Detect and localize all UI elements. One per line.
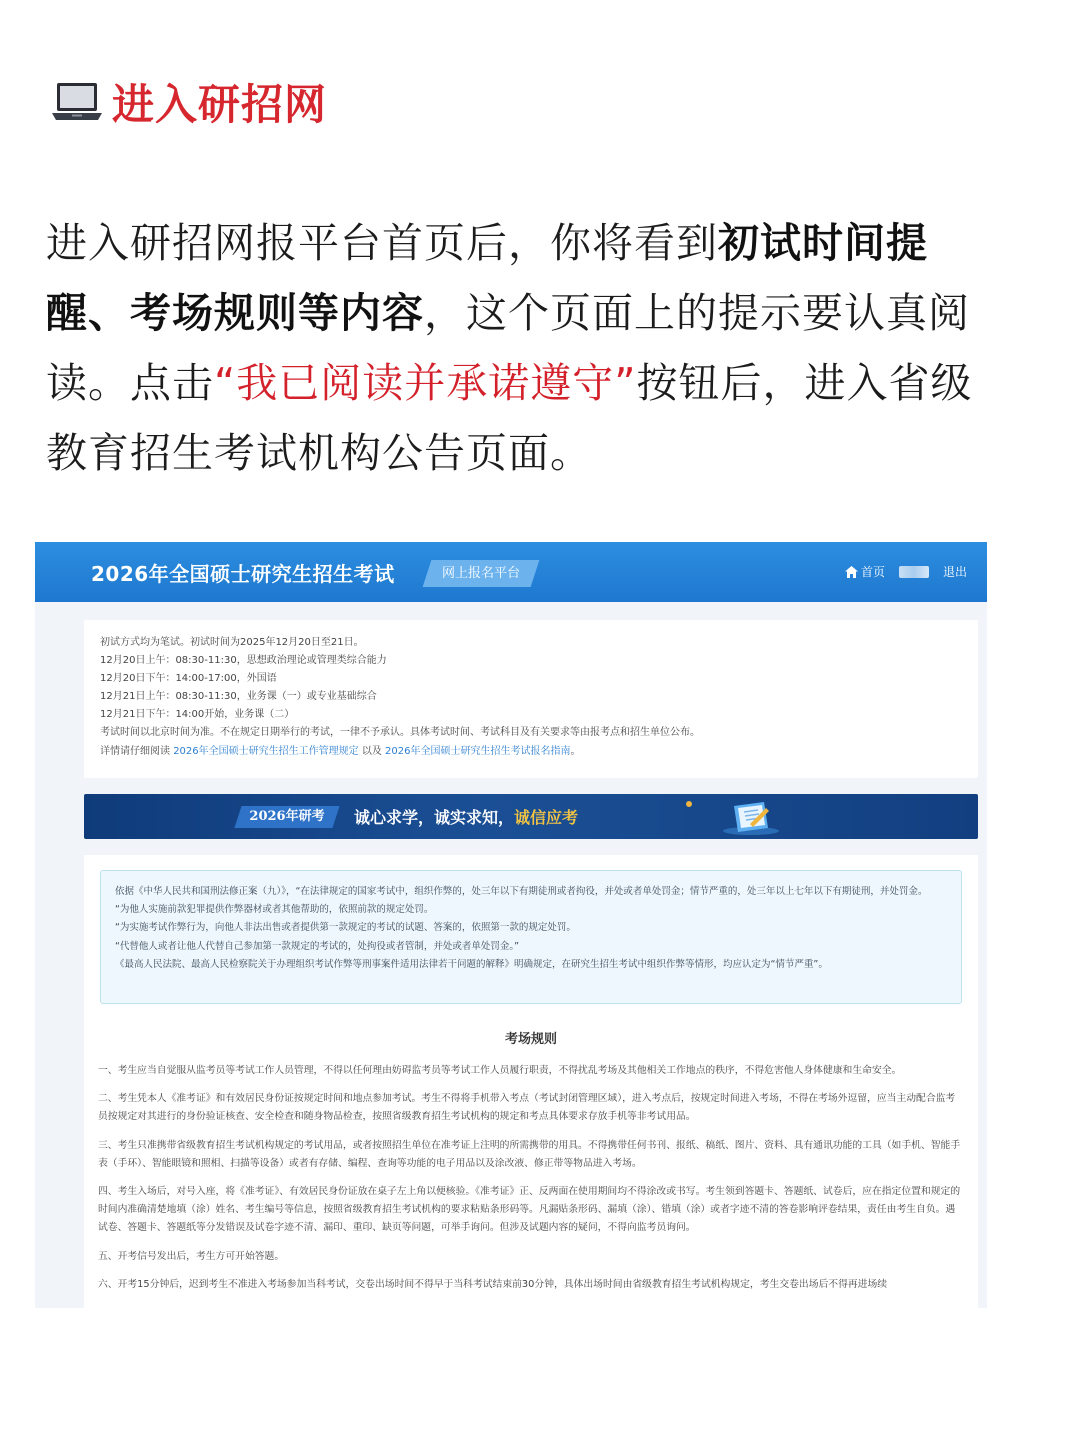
agree-button-quote: “我已阅读并承诺遵守”: [214, 359, 637, 407]
rule-item: 六、开考15分钟后，迟到考生不准进入考场参加当科考试，交卷出场时间不得早于当科考试结束前30分钟，具体出场时间由省级教育招生考试机构规定，考生交卷出场后不得再进场续: [98, 1278, 888, 1290]
rule-item: 三、考生只准携带省级教育招生考试机构规定的考试用品，或者按照招生单位在准考证上注明的所需携带的用具。不得携带任何书刊、报纸、稿纸、图片、资料、具有通讯功能的工具（如手机、智能手表（手环）、智能眼镜和照相、扫描等设备）或者有存储、编程、查询等功能的电子用品以及涂改液、修正带等物品进入考场。: [98, 1139, 961, 1169]
platform-tag: 网上报名平台: [423, 560, 540, 587]
user-avatar[interactable]: [899, 566, 929, 578]
rules-card: [84, 855, 978, 1308]
logout-link[interactable]: 退出: [942, 565, 967, 579]
notice-line: 初试方式均为笔试。初试时间为2025年12月20日至21日。: [100, 637, 364, 648]
top-bar: [35, 542, 987, 602]
exam-time-notice: [84, 620, 978, 778]
rules-title: 考场规则: [504, 1032, 557, 1047]
legal-line: 《最高人民法院、最高人民检察院关于办理组织考试作弊等刑事案件适用法律若干问题的解释》明确规定，在研究生招生考试中组织作弊等情形，均应认定为“情节严重”。: [115, 958, 828, 970]
rule-item: 一、考生应当自觉服从监考员等考试工作人员管理，不得以任何理由妨碍监考员等考试工作人员履行职责，不得扰乱考场及其他相关工作地点的秩序，不得危害他人身体健康和生命安全。: [98, 1065, 902, 1076]
rule-item: 四、考生入场后，对号入座，将《准考证》、有效居民身份证放在桌子左上角以便核验。《准考证》正、反两面在使用期间均不得涂改或书写。考生领到答题卡、答题纸、试卷后，应在指定位置和规定的时间内准确清楚地填（涂）姓名、考生编号等信息，按照省级教育招生考试机构的要求粘贴条形码等。凡漏贴条形码、漏填（涂）、错填（涂）或者字迹不清的答卷影响评卷结果，责任由考生自负。遇试卷、答题卡、答题纸等分发错误及试卷字迹不清、漏印、重印、缺页等问题，可举手询问。但涉及试题内容的疑问，不得向监考员询问。: [98, 1186, 961, 1234]
notice-line: 12月21日上午：08:30-11:30，业务课（一）或专业基础综合: [100, 691, 377, 703]
banner-dot: [686, 801, 692, 807]
laptop-icon: [50, 79, 104, 125]
banner-slogan: 诚心求学，诚实求知，诚信应考: [354, 808, 579, 827]
rules-list: [98, 1062, 962, 1304]
notice-line: 12月21日下午：14:00开始，业务课（二）: [100, 709, 295, 721]
intro-paragraph: 进入研招网报平台首页后，你将看到初试时间提醒、考场规则等内容，这个页面上的提示要认真阅读。点击“我已阅读并承诺遵守”按钮后，进入省级教育招生考试机构公告页面。: [46, 219, 973, 477]
notice-line: 12月20日上午：08:30-11:30，思想政治理论或管理类综合能力: [100, 655, 387, 667]
top-nav: [845, 563, 967, 580]
rule-item: 五、开考信号发出后，考生方可开始答题。: [98, 1250, 285, 1262]
home-icon: [845, 566, 858, 578]
notice-line: 考试时间以北京时间为准。不在规定日期举行的考试，一律不予承认。具体考试时间、考试科目及有关要求等由报考点和招生单位公布。: [100, 727, 700, 739]
guide-link[interactable]: 2026年全国硕士研究生招生考试报名指南: [385, 745, 571, 757]
heading-title: 进入研招网: [112, 80, 328, 129]
exam-paper-icon: [720, 798, 782, 836]
notice-line: 12月20日下午：14:00-17:00，外国语: [100, 673, 277, 685]
legal-line: 依据《中华人民共和国刑法修正案（九）》，“在法律规定的国家考试中，组织作弊的，处三年以下有期徒刑或者拘役，并处或者单处罚金；情节严重的，处三年以上七年以下有期徒刑，并处罚金。: [115, 886, 928, 897]
intro-bold-phrase: 初试时间提醒、考场规则等内容: [46, 219, 928, 337]
regulation-link[interactable]: 2026年全国硕士研究生招生工作管理规定: [173, 745, 359, 757]
platform-screenshot: [35, 542, 987, 1308]
legal-line: “为实施考试作弊行为，向他人非法出售或者提供第一款规定的考试的试题、答案的，依照第一款的规定处罚。: [115, 922, 576, 934]
rule-item: 二、考生凭本人《准考证》和有效居民身份证按规定时间和地点参加考试。考生不得将手机带入考点（考试封闭管理区域），进入考点后，按规定时间进入考场，不得在考场外逗留，应当主动配合监考员按规定对其进行的身份验证核查、安全检查和随身物品检查，按照省级教育招生考试机构的规定和考点具体要求存放手机等非考试用品。: [98, 1093, 956, 1123]
legal-line: “为他人实施前款犯罪提供作弊器材或者其他帮助的，依照前款的规定处罚。: [115, 904, 434, 916]
notice-detail-line: 详情请仔细阅读 2026年全国硕士研究生招生工作管理规定 以及 2026年全国硕士研究生招生考试报名指南。: [100, 745, 581, 757]
legal-warning-box: [100, 870, 962, 1004]
section-heading: [50, 72, 327, 132]
banner-year-tag: 2026年研考: [234, 806, 339, 828]
nav-home-link[interactable]: 首页: [845, 563, 885, 580]
legal-line: “代替他人或者让他人代替自己参加第一款规定的考试的，处拘役或者管制，并处或者单处罚金。”: [115, 940, 520, 952]
site-title: 2026年全国硕士研究生招生考试: [91, 562, 395, 586]
integrity-banner: [84, 794, 978, 839]
